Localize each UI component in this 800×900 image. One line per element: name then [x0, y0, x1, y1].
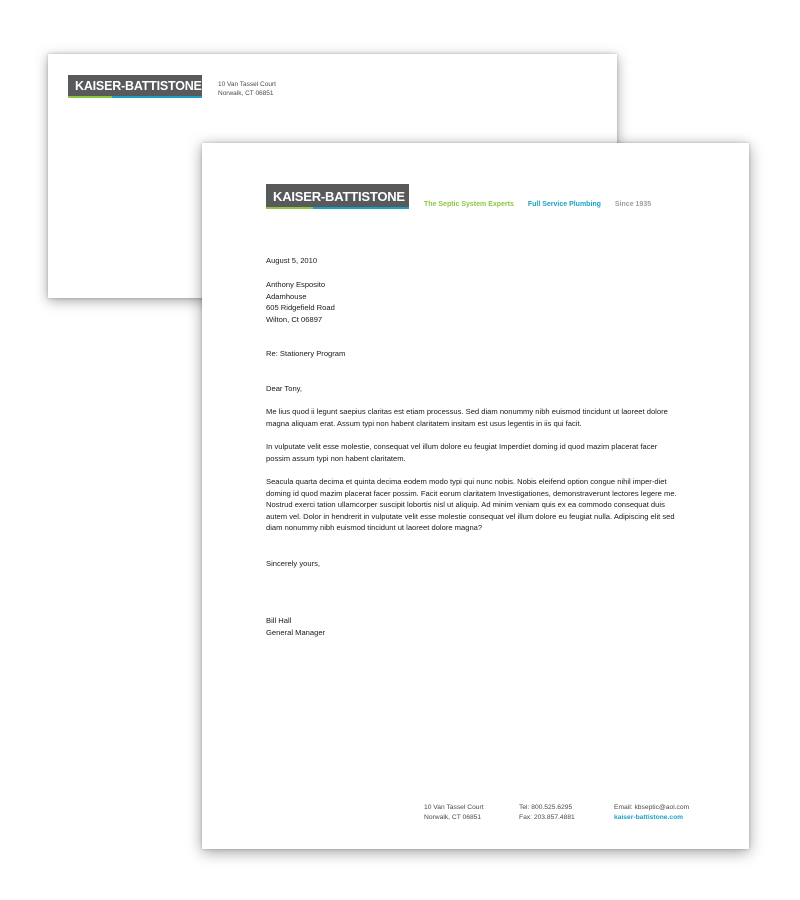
- recipient-address: [266, 279, 680, 325]
- salutation: Dear Tony,: [266, 384, 303, 393]
- envelope-address-line: Norwalk, CT 06851: [218, 90, 274, 97]
- letter-date: August 5, 2010: [266, 256, 318, 265]
- letterhead-logo: [266, 184, 409, 209]
- recipient-line: 605 Ridgefield Road: [266, 303, 335, 313]
- recipient-line: Anthony Esposito: [266, 280, 326, 289]
- tagline-plumbing: Full Service Plumbing: [527, 201, 601, 208]
- subject-line: Re: Stationery Program: [266, 349, 346, 358]
- letterhead-taglines: [424, 201, 663, 208]
- footer-email: Email: kbseptic@aol.com: [614, 804, 690, 811]
- recipient-line: Adamhouse: [266, 291, 307, 301]
- recipient-line: Wilton, Ct 06897: [266, 314, 323, 324]
- footer-website: kaiser-battistone.com: [614, 814, 684, 821]
- footer-address: [424, 803, 484, 823]
- envelope-return-address: [218, 80, 276, 98]
- signer-name: Bill Hall: [266, 616, 292, 625]
- letter-paragraph: Seacula quarta decima et quinta decima eodem modo typi qui nunc nobis. Nobis eleifend option congue nihil imper-diet doming id quod mazim placerat facer possim. Facit eorum claritatem Investigationes, demonstraverunt lectores legere me. Nostrud exerci tation ullamcorper suscipit lobortis nisl ut aliquip. Ad minim veniam quis ex ea commodo consequat duis autem vel. Dolor in hendrerit in vulputate velit esse molestie consequat vel illum dolore eu feugiat nulla. Adipiscing elit sed diam nonummy nibh euismod tincidunt ut laoreet dolore magna?: [266, 477, 677, 533]
- letter-sheet: [202, 143, 749, 849]
- envelope-address-line: 10 Van Tassel Court: [218, 81, 276, 88]
- footer-phone: [519, 803, 575, 823]
- letter-paragraph: Me lius quod ii legunt saepius claritas est etiam processus. Sed diam nonummy nibh euismod tincidunt ut laoreet dolore magna aliquam erat. Assum typi non habent claritatem insitam est usus legentis in iis qui facit.: [266, 407, 668, 428]
- footer-tel: Tel: 800.525.6295: [519, 804, 573, 811]
- logo-wordmark: KAISER-BATTISTONE: [273, 189, 405, 204]
- logo-color-stripe: [266, 207, 409, 209]
- tagline-since: Since 1935: [614, 201, 652, 208]
- letter-paragraph: In vulputate velit esse molestie, consequat vel illum dolore eu feugiat Imperdiet doming id quod mazim placerat facer possim assum typi non habent claritatem.: [266, 442, 658, 463]
- tagline-septic: The Septic System Experts: [424, 201, 514, 208]
- logo-wordmark: KAISER-BATTISTONE: [75, 79, 202, 93]
- footer-contact: [614, 803, 689, 823]
- closing: Sincerely yours,: [266, 559, 321, 568]
- logo-color-stripe: [68, 96, 202, 98]
- signer-title: General Manager: [266, 628, 326, 637]
- envelope-logo: [68, 75, 202, 98]
- footer-fax: Fax: 203.857.4881: [519, 814, 575, 821]
- footer-address-line: 10 Van Tassel Court: [424, 804, 484, 811]
- footer-address-line: Norwalk, CT 06851: [424, 814, 482, 821]
